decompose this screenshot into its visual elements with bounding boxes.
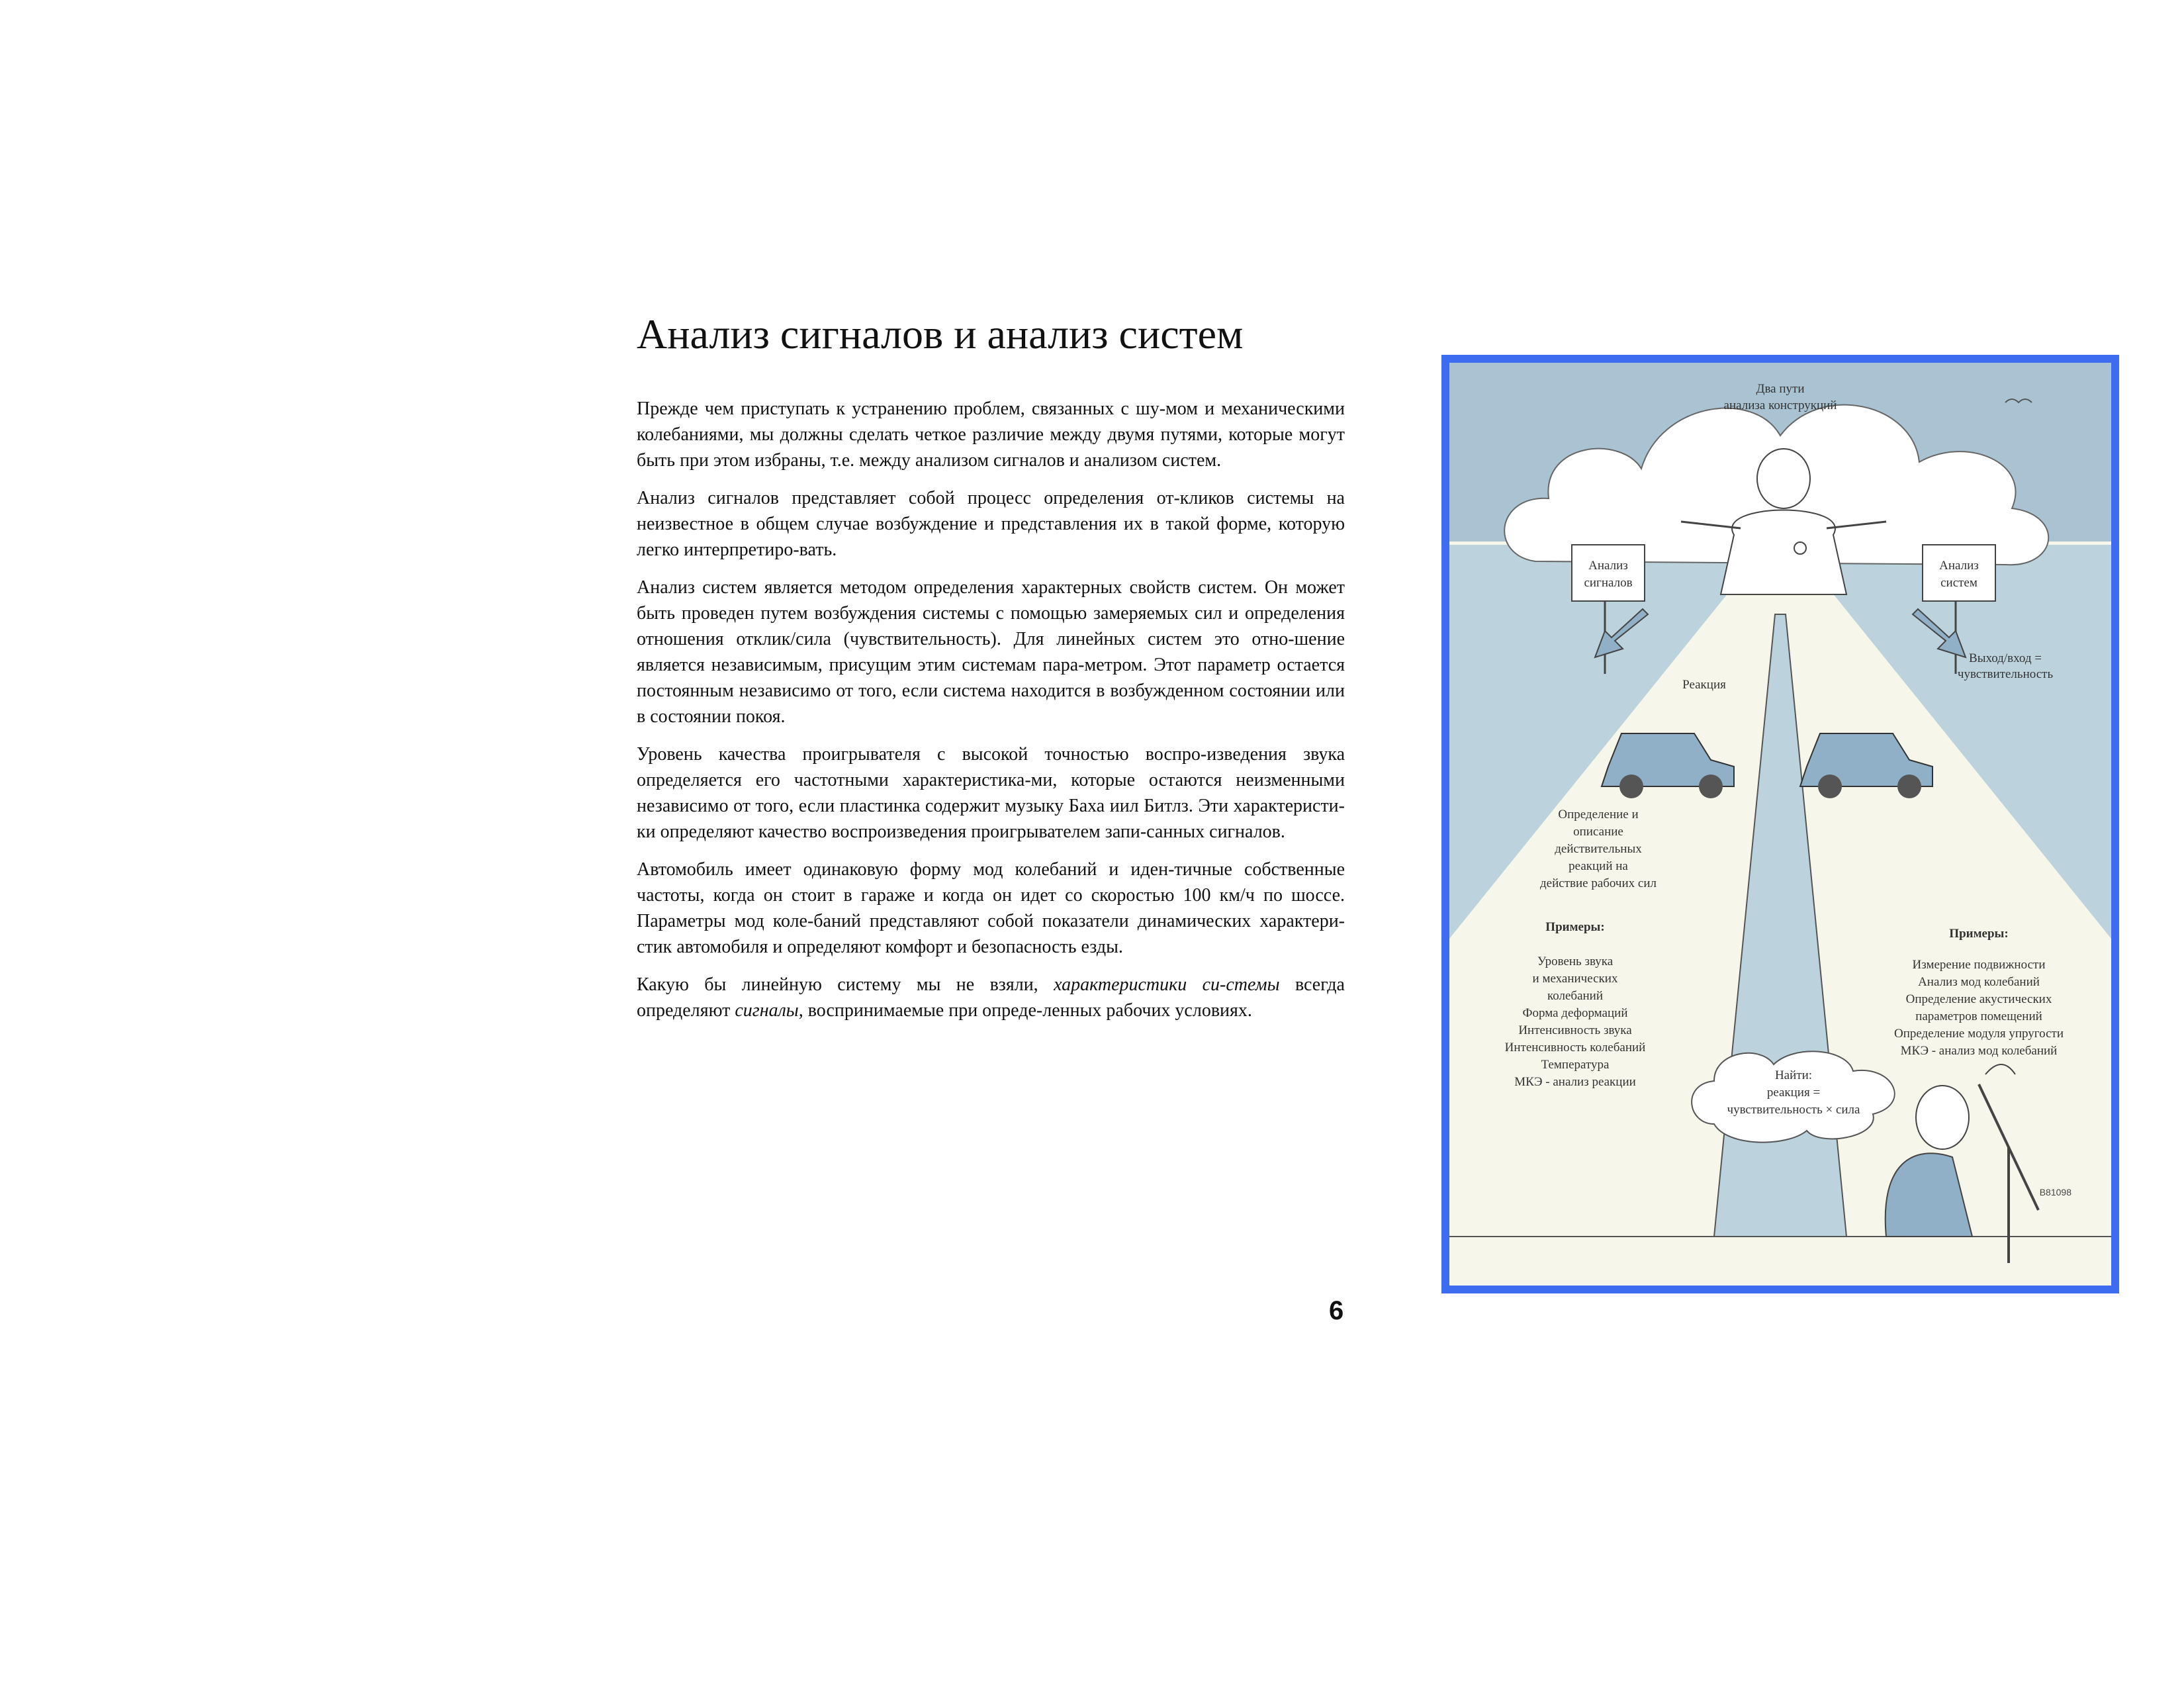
sign-left-line-2: сигналов <box>1584 576 1633 590</box>
left-example-5: Интенсивность звука <box>1518 1023 1632 1037</box>
right-example-3: Определение акустических <box>1905 992 2052 1006</box>
paragraph-6-part-1: Какую бы линейную систему мы не взяли, <box>637 974 1054 996</box>
left-description-line-4: реакций на <box>1569 859 1628 873</box>
left-examples-title: Примеры: <box>1545 920 1605 934</box>
right-examples-title: Примеры: <box>1949 927 2009 941</box>
sign-left-line-1: Анализ <box>1588 559 1628 573</box>
left-description-line-5: действие рабочих сил <box>1540 876 1657 890</box>
label-output-input-line-1: Выход/вход = <box>1969 651 2042 665</box>
paragraph-6-part-2: всегда определяют <box>637 974 1345 1021</box>
yin-yang-icon <box>1794 542 1806 554</box>
cloud-title-line-2: анализа конструкций <box>1723 399 1837 412</box>
right-example-1: Измерение подвижности <box>1912 958 2046 972</box>
illustration-canvas <box>1449 363 2111 1286</box>
left-example-1: Уровень звука <box>1537 955 1614 968</box>
left-example-8: МКЭ - анализ реакции <box>1514 1075 1636 1089</box>
paragraph-5: Автомобиль имеет одинаковую форму мод колебаний и иден-тичные собственные частоты, когда он стоит в гараже и когда он идет со скоростью 100 км/ч по шоссе. Параметры мод коле-баний представляют собой показатели динамических характери-стик автомобиля и определяют комфорт и безопасность езды. <box>637 859 1345 958</box>
left-example-2: и механических <box>1532 972 1618 986</box>
paragraph-6-italic-1: характеристики си-стемы <box>1054 974 1280 996</box>
label-output-input-line-2: чувствительность <box>1957 667 2054 681</box>
thought-line-1: Найти: <box>1774 1068 1813 1082</box>
paragraph-1: Прежде чем приступать к устранению проблем, связанных с шу-мом и механическими колебаниями, мы должны сделать четкое различие между двумя путями, которые могут быть при этом избраны, т.е. между анализом сигналов и анализом систем. <box>637 399 1345 471</box>
paragraph-6 <box>637 972 1345 1023</box>
paragraph-3: Анализ систем является методом определения характерных свойств систем. Он может быть проведен путем возбуждения системы с помощью замеряемых сил и определения отношения отклик/сила (чувствительность). Для линейных систем это отно-шение является независимым, присущим этим системам пара-метром. Этот параметр остается постоянным независимо от того, если система находится в возбужденном состоянии или в состоянии покоя. <box>637 577 1345 727</box>
left-example-7: Температура <box>1541 1058 1610 1072</box>
paragraph-6-italic-2: сигналы, <box>735 1000 803 1021</box>
thought-line-3: чувствительность × сила <box>1727 1103 1860 1117</box>
left-description-line-1: Определение и <box>1558 808 1639 821</box>
right-example-6: МКЭ - анализ мод колебаний <box>1900 1044 2058 1058</box>
left-example-6: Интенсивность колебаний <box>1504 1041 1646 1055</box>
right-example-2: Анализ мод колебаний <box>1918 975 2040 989</box>
paragraph-2: Анализ сигналов представляет собой процесс определения от-кликов системы на неизвестное в общем случае возбуждение и представления их в такой форме, которую легко интерпретиро-вать. <box>637 488 1345 561</box>
paragraph-6-part-3: воспринимаемые при опреде-ленных рабочих условиях. <box>803 1000 1252 1021</box>
left-example-3: колебаний <box>1547 989 1604 1003</box>
illustration-two-paths <box>1441 355 2119 1293</box>
figure-code: B81098 <box>2039 1187 2071 1197</box>
right-example-5: Определение модуля упругости <box>1894 1027 2064 1041</box>
label-reaction: Реакция <box>1682 678 1726 692</box>
thought-line-2: реакция = <box>1766 1086 1821 1100</box>
text-column <box>637 311 1345 1035</box>
left-description-line-3: действительных <box>1555 842 1642 856</box>
paragraph-4: Уровень качества проигрывателя с высокой точностью воспро-изведения звука определяется его частотными характеристика-ми, которые остаются неизменными независимо от того, если пластинка содержит музыку Баха иил Битлз. Эти характеристи-ки определяют качество воспроизведения проигрывателем запи-санных сигналов. <box>637 744 1345 843</box>
left-example-4: Форма деформаций <box>1522 1006 1628 1020</box>
page-title: Анализ сигналов и анализ систем <box>637 310 1244 357</box>
right-example-4: параметров помещений <box>1915 1009 2042 1023</box>
page-number: 6 <box>1329 1296 1344 1325</box>
left-description-line-2: описание <box>1573 825 1623 839</box>
sign-right-line-1: Анализ <box>1939 559 1979 573</box>
sign-right-line-2: систем <box>1940 576 1978 590</box>
cloud-title-line-1: Два пути <box>1756 382 1805 396</box>
